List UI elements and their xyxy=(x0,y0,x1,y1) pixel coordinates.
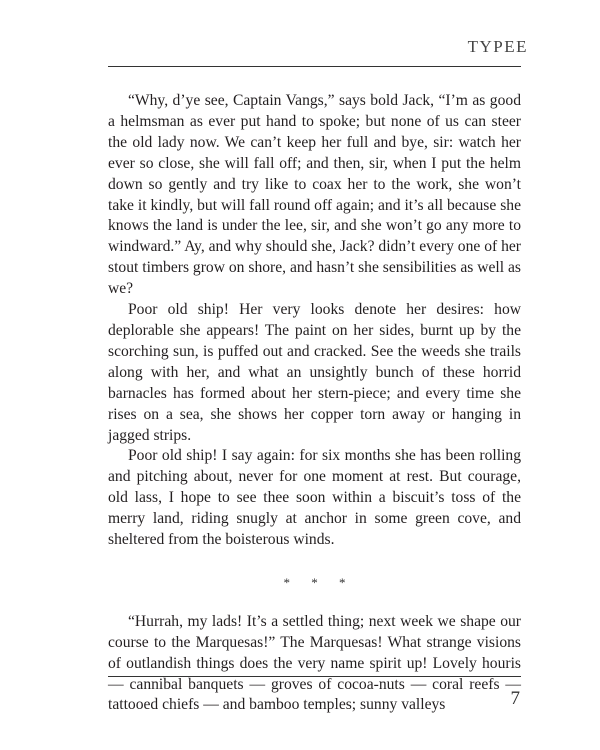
paragraph: “Hurrah, my lads! It’s a settled thing; next week we shape our course to the Marquesas!” The Marquesas! What strange visions of outlandish things does the very name spirit up! Lovely houris — cannibal banquets — groves of cocoa-nuts — coral reefs — tattooed chiefs — and bamboo temples; sunny valleys xyxy=(108,612,521,714)
header-rule xyxy=(108,66,521,67)
paragraph: “Why, d’ye see, Captain Vangs,” says bold Jack, “I’m as good a helmsman as ever put hand to spoke; but none of us can steer the old lady now. We can’t keep her full and bye, sir: watch her ever so close, she will fall off; and then, sir, when I put the helm down so gently and try like to coax her to the work, she won’t take it kindly, but will fall round off again; and it’s all because she knows the land is under the lee, sir, and she won’t go any more to windward.” Ay, and why should she, Jack? didn’t every one of her stout timbers grow on shore, and hasn’t she sensibilities as well as we? xyxy=(108,92,521,298)
section-break-ornament: * * * xyxy=(283,574,355,590)
page-number: 7 xyxy=(510,688,520,709)
text-block xyxy=(108,91,521,716)
footer-rule xyxy=(108,676,521,677)
paragraph: Poor old ship! I say again: for six months she has been rolling and pitching about, never for one moment at rest. But courage, old lass, I hope to see thee soon within a biscuit’s toss of the merry land, riding snugly at anchor in some green cove, and sheltered from the boisterous winds. xyxy=(108,447,521,549)
running-head: TYPEE xyxy=(467,37,528,56)
paragraph: Poor old ship! Her very looks denote her desires: how deplorable she appears! The paint on her sides, burnt up by the scorching sun, is puffed out and cracked. See the weeds she trails along with her, and what an unsightly bunch of these horrid barnacles has formed about her stern-piece; and every time she rises on a sea, she shows her copper torn away or hanging in jagged strips. xyxy=(108,301,521,444)
